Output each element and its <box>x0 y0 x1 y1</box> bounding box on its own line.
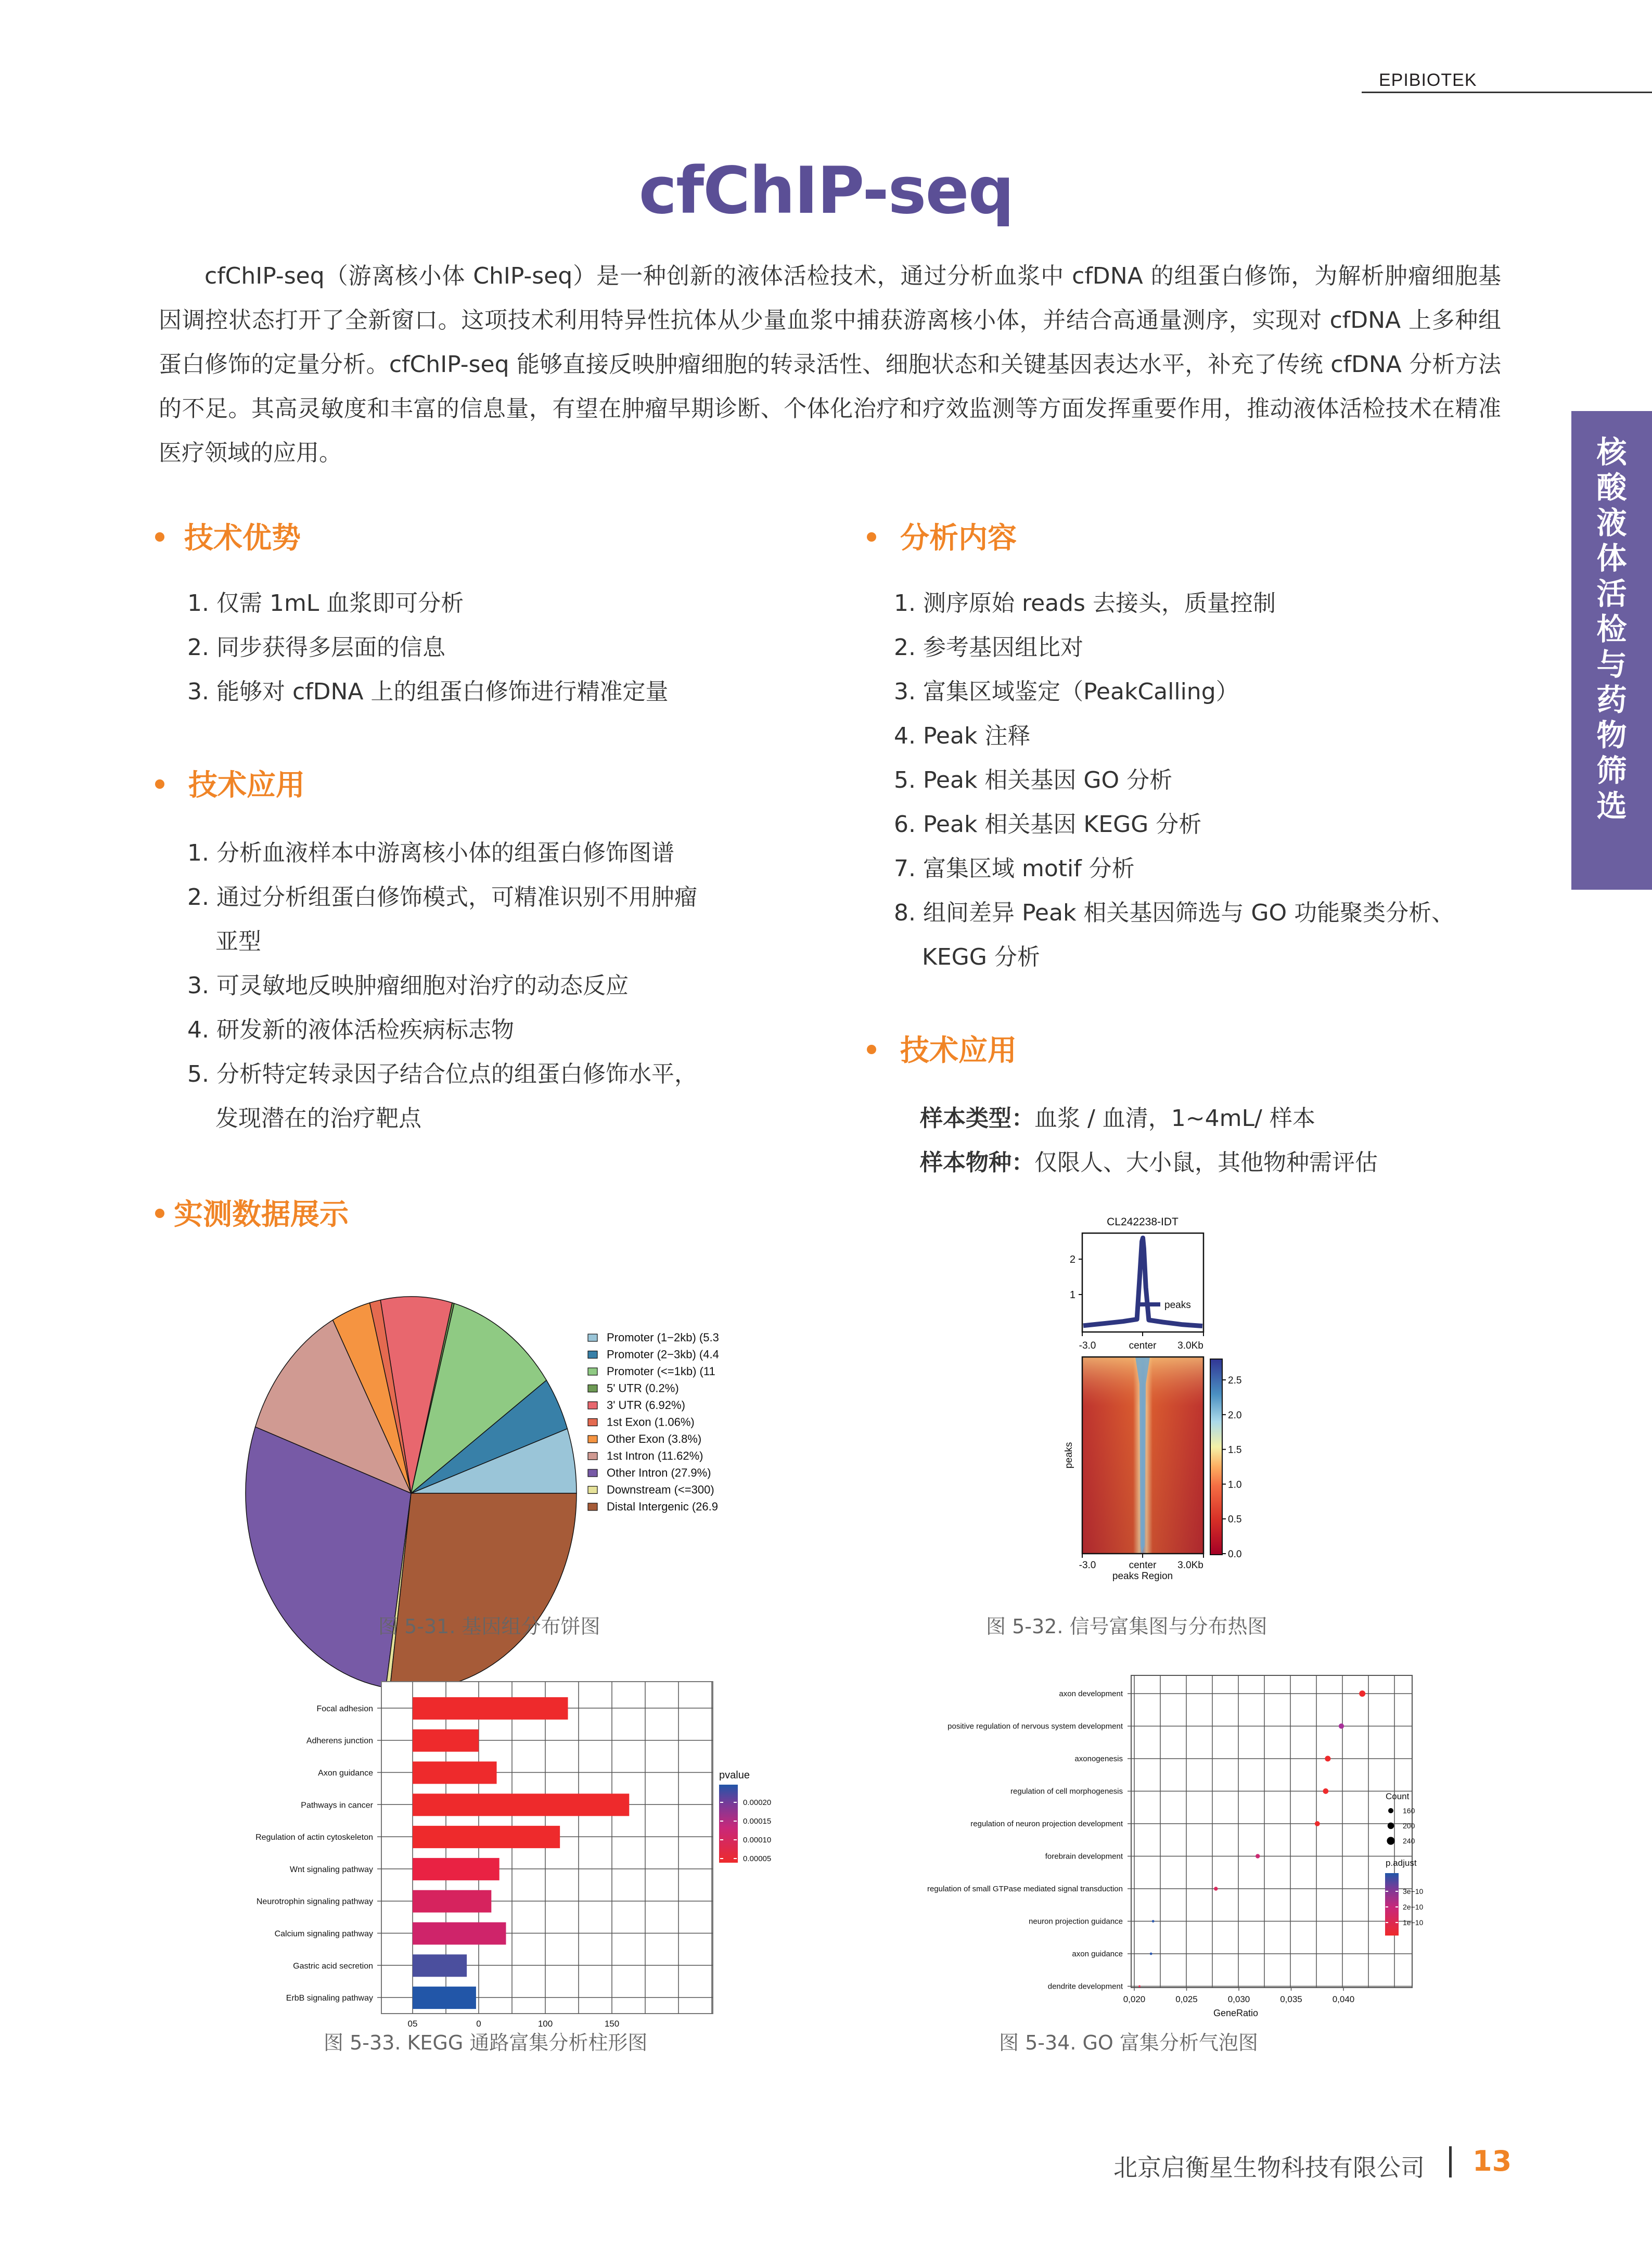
figure-caption-5-32: 图 5-32. 信号富集图与分布热图 <box>986 1615 1267 1638</box>
side-tab-char: 药 <box>1596 682 1627 718</box>
go-bubble <box>1323 1788 1329 1794</box>
header-divider <box>1362 92 1652 93</box>
kegg-bar <box>413 1858 500 1880</box>
legend-swatch <box>588 1487 597 1494</box>
legend-label: 1st Intron (11.62%) <box>607 1449 703 1463</box>
side-tab-char: 选 <box>1596 788 1627 824</box>
go-x-tick-label: 0,035 <box>1280 1994 1302 2004</box>
profile-x-tick-label: 3.0Kb <box>1177 1340 1203 1351</box>
profile-legend-label: peaks <box>1164 1300 1191 1311</box>
profile-x-tick-label: center <box>1129 1340 1157 1351</box>
figure-caption-5-34: 图 5-34. GO 富集分析气泡图 <box>999 2031 1258 2054</box>
section-heading-applications <box>155 762 305 804</box>
advantages-list <box>187 581 669 714</box>
legend-label: Other Intron (27.9%) <box>607 1466 711 1479</box>
legend-swatch <box>588 1402 597 1409</box>
kegg-bar <box>413 1890 491 1913</box>
color-legend-label: 2e−10 <box>1403 1903 1424 1911</box>
go-bubble <box>1138 1985 1141 1988</box>
kegg-category-label: ErbB signaling pathway <box>286 1994 373 2003</box>
kegg-x-tick-label: 100 <box>537 2019 553 2029</box>
sample-species-value: 仅限人、大小鼠，其他物种需评估 <box>1034 1149 1378 1176</box>
heatmap-x-label: peaks Region <box>1112 1571 1173 1582</box>
go-term-label: axonogenesis <box>1074 1754 1123 1763</box>
legend-swatch <box>588 1419 597 1426</box>
go-term-label: dendrite development <box>1047 1982 1123 1991</box>
kegg-category-label: Neurotrophin signaling pathway <box>256 1897 373 1906</box>
colorbar-tick-label: 1.0 <box>1228 1479 1242 1491</box>
legend-swatch <box>588 1368 597 1375</box>
list-item: 3. 富集区域鉴定（PeakCalling） <box>894 678 1239 705</box>
kegg-category-label: Calcium signaling pathway <box>274 1929 373 1939</box>
sample-type-label: 样本类型： <box>920 1105 1034 1132</box>
kegg-bar <box>413 1923 506 1945</box>
kegg-legend-tick-label: 0.00005 <box>743 1854 772 1863</box>
list-item-continuation: 发现潜在的治疗靶点 <box>215 1105 421 1132</box>
profile-title: CL242238-IDT <box>1107 1216 1179 1228</box>
kegg-legend-tick-label: 0.00010 <box>743 1836 772 1844</box>
colorbar-tick-label: 0.5 <box>1228 1514 1242 1526</box>
section-heading-text: 技术应用 <box>188 768 305 802</box>
section-heading-text: 实测数据展示 <box>174 1198 349 1232</box>
go-x-tick-label: 0,030 <box>1227 1994 1250 2004</box>
kegg-bar <box>413 1697 568 1720</box>
heatmap-x-tick-label: -3.0 <box>1079 1560 1096 1571</box>
list-item: 3. 能够对 cfDNA 上的组蛋白修饰进行精准定量 <box>187 678 669 705</box>
footer-divider <box>1449 2146 1452 2177</box>
section-heading-text: 技术应用 <box>900 1034 1017 1068</box>
legend-swatch <box>588 1334 597 1341</box>
kegg-bar <box>413 1729 479 1752</box>
bullet-dot-icon <box>867 532 876 542</box>
go-term-label: regulation of neuron projection development <box>970 1820 1123 1828</box>
colorbar-tick-label: 2.0 <box>1228 1410 1242 1421</box>
go-size-legend-title: Count <box>1386 1791 1410 1801</box>
go-term-label: forebrain development <box>1045 1852 1123 1861</box>
go-bubble <box>1325 1756 1330 1761</box>
color-legend-label: 3e−10 <box>1403 1887 1424 1895</box>
legend-label: Promoter (1−2kb) (5.3 <box>607 1331 719 1344</box>
kegg-bar <box>413 1826 560 1848</box>
heatmap-x-ticks <box>1079 1554 1203 1571</box>
list-item: 3. 可灵敏地反映肿瘤细胞对治疗的动态反应 <box>187 972 629 999</box>
kegg-bar <box>413 1762 497 1784</box>
list-item: 2. 参考基因组比对 <box>894 634 1083 661</box>
figure-caption-5-33: 图 5-33. KEGG 通路富集分析柱形图 <box>324 2031 648 2054</box>
go-bubble <box>1150 1953 1152 1955</box>
legend-swatch <box>588 1469 597 1477</box>
list-item: 1. 仅需 1mL 血浆即可分析 <box>187 590 464 617</box>
go-term-label: axon guidance <box>1072 1950 1123 1958</box>
list-item: 5. 分析特定转录因子结合位点的组蛋白修饰水平， <box>187 1061 697 1087</box>
sample-info <box>920 1096 1378 1185</box>
side-tab-char: 核 <box>1596 434 1627 470</box>
side-tab-char: 酸 <box>1596 470 1627 505</box>
list-item: 4. Peak 注释 <box>894 723 1031 749</box>
go-x-label: GeneRatio <box>1213 2008 1259 2018</box>
go-plot-panel <box>1131 1675 1412 1988</box>
side-tab-char: 检 <box>1596 611 1627 647</box>
go-term-label: positive regulation of nervous system development <box>947 1722 1123 1731</box>
sample-species-row <box>920 1141 1378 1185</box>
go-color-legend-colorbar <box>1385 1873 1399 1936</box>
size-legend-label: 200 <box>1403 1822 1415 1830</box>
page-number: 13 <box>1472 2145 1512 2177</box>
kegg-bar-chart <box>187 1655 833 2029</box>
section-heading-analysis <box>867 515 1017 557</box>
go-term-label: axon development <box>1059 1689 1123 1698</box>
sample-species-label: 样本物种： <box>920 1149 1034 1176</box>
legend-swatch <box>588 1503 597 1510</box>
kegg-category-label: Axon guidance <box>318 1769 373 1778</box>
kegg-category-label: Focal adhesion <box>316 1704 373 1713</box>
sample-type-row <box>920 1096 1378 1141</box>
legend-label: 1st Exon (1.06%) <box>607 1415 695 1429</box>
go-color-legend-title: p.adjust <box>1386 1858 1417 1868</box>
go-x-tick-label: 0,040 <box>1332 1994 1355 2004</box>
section-heading-data <box>155 1192 349 1233</box>
legend-label: 5' UTR (0.2%) <box>607 1381 679 1395</box>
kegg-legend-tick-label: 0.00020 <box>743 1798 772 1807</box>
go-x-tick-label: 0,025 <box>1175 1994 1198 2004</box>
list-item-continuation: 亚型 <box>215 928 261 955</box>
section-heading-text: 分析内容 <box>900 521 1017 555</box>
side-tab <box>1571 411 1652 890</box>
side-tab-char: 活 <box>1596 576 1627 611</box>
list-item: 6. Peak 相关基因 KEGG 分析 <box>894 811 1202 838</box>
size-legend-dot <box>1387 1837 1394 1844</box>
bullet-dot-icon <box>155 1209 164 1218</box>
side-tab-char: 液 <box>1596 505 1627 541</box>
side-tab-char: 物 <box>1596 718 1627 753</box>
go-term-label: neuron projection guidance <box>1029 1917 1123 1926</box>
legend-label: Distal Intergenic (26.9 <box>607 1500 718 1513</box>
size-legend-dot <box>1388 1808 1393 1813</box>
go-bubble <box>1359 1690 1365 1697</box>
brand-name: EPIBIOTEK <box>1379 70 1477 90</box>
side-tab-char: 体 <box>1596 541 1627 576</box>
bullet-dot-icon <box>155 532 164 542</box>
colorbar-tick-label: 0.0 <box>1228 1549 1242 1560</box>
list-item: 2. 同步获得多层面的信息 <box>187 634 445 661</box>
kegg-x-tick-label: 150 <box>604 2019 620 2029</box>
heatmap-y-label: peaks <box>1064 1442 1074 1469</box>
list-item: 7. 富集区域 motif 分析 <box>894 855 1135 882</box>
legend-label: 3' UTR (6.92%) <box>607 1399 685 1412</box>
profile-y-ticks <box>1070 1254 1082 1301</box>
go-bubble <box>1339 1723 1344 1728</box>
kegg-category-label: Pathways in cancer <box>301 1801 373 1810</box>
legend-label: Other Exon (3.8%) <box>607 1432 702 1445</box>
pie-chart <box>229 1259 749 1603</box>
list-item: 8. 组间差异 Peak 相关基因筛选与 GO 功能聚类分析、 <box>894 900 1455 926</box>
color-legend-label: 1e−10 <box>1403 1918 1424 1927</box>
side-tab-char: 筛 <box>1596 753 1627 788</box>
kegg-category-label: Wnt signaling pathway <box>289 1865 373 1874</box>
bullet-dot-icon <box>867 1045 876 1054</box>
profile-heatmap-chart <box>1035 1212 1259 1587</box>
kegg-legend-title: pvalue <box>719 1770 750 1781</box>
go-bubble <box>1315 1821 1320 1826</box>
heatmap-x-tick-label: 3.0Kb <box>1177 1560 1203 1571</box>
section-heading-application2 <box>867 1028 1017 1069</box>
page-title: cfChIP-seq <box>638 153 1014 228</box>
size-legend-dot <box>1388 1823 1394 1829</box>
list-item: 5. Peak 相关基因 GO 分析 <box>894 767 1173 793</box>
profile-x-ticks <box>1079 1332 1203 1351</box>
list-item: 1. 测序原始 reads 去接头，质量控制 <box>894 590 1276 617</box>
go-term-label: regulation of cell morphogenesis <box>1010 1787 1123 1796</box>
size-legend-label: 160 <box>1403 1807 1415 1815</box>
legend-label: Promoter (<=1kb) (11 <box>607 1365 715 1378</box>
list-item: 2. 通过分析组蛋白修饰模式，可精准识别不用肿瘤 <box>187 884 697 911</box>
figure-caption-5-31: 图 5-31. 基因组分布饼图 <box>378 1615 600 1638</box>
sample-type-value: 血浆 / 血清，1~4mL/ 样本 <box>1034 1105 1315 1132</box>
go-bubble <box>1152 1920 1155 1923</box>
legend-label: Promoter (2−3kb) (4.4 <box>607 1348 719 1361</box>
kegg-bar <box>413 1954 467 1977</box>
go-bubble <box>1214 1887 1218 1891</box>
legend-swatch <box>588 1351 597 1359</box>
go-x-tick-label: 0,020 <box>1123 1994 1146 2004</box>
kegg-legend-colorbar <box>719 1785 738 1863</box>
kegg-category-label: Regulation of actin cytoskeleton <box>255 1833 373 1842</box>
list-item: 4. 研发新的液体活检疾病标志物 <box>187 1017 514 1043</box>
heatmap-colorbar <box>1210 1359 1222 1555</box>
legend-label: Downstream (<=300) <box>607 1483 714 1496</box>
list-item-continuation: KEGG 分析 <box>922 944 1040 970</box>
list-item: 1. 分析血液样本中游离核小体的组蛋白修饰图谱 <box>187 840 674 866</box>
side-tab-label <box>1571 434 1652 824</box>
legend-swatch <box>588 1385 597 1392</box>
kegg-category-label: Gastric acid secretion <box>293 1962 373 1971</box>
go-bubble <box>1256 1854 1260 1858</box>
analysis-list <box>894 581 1454 979</box>
profile-x-tick-label: -3.0 <box>1079 1340 1096 1351</box>
colorbar-ticks <box>1222 1375 1241 1560</box>
bullet-dot-icon <box>155 779 164 789</box>
profile-y-tick-label: 2 <box>1069 1254 1075 1265</box>
footer-company: 北京启衡星生物科技有限公司 <box>1113 2154 1425 2182</box>
kegg-bar <box>413 1987 476 2009</box>
go-term-label: regulation of small GTPase mediated signal transduction <box>927 1885 1123 1893</box>
kegg-x-tick-label: 0 <box>476 2019 481 2029</box>
intro-paragraph: cfChIP-seq（游离核小体 ChIP-seq）是一种创新的液体活检技术，通过分析血浆中 cfDNA 的组蛋白修饰，为解析肿瘤细胞基因调控状态打开了全新窗口。这项技术利用特异性抗体从少量血浆中捕获游离核小体，并结合高通量测序，实现对 cfDNA 上多种组蛋白修饰的定量分析。cfChIP-seq 能够直接反映肿瘤细胞的转录活性、细胞状态和关键基因表达水平，补充了传统 cfDNA 分析方法的不足。其高灵敏度和丰富的信息量，有望在肿瘤早期诊断、个体化治疗和疗效监测等方面发挥重要作用，推动液体活检技术在精准医疗领域的应用。 <box>159 263 1501 466</box>
legend-swatch <box>588 1453 597 1460</box>
colorbar-tick-label: 2.5 <box>1228 1375 1242 1387</box>
section-heading-text: 技术优势 <box>184 521 301 555</box>
kegg-bar <box>413 1793 629 1816</box>
kegg-x-tick-label: 05 <box>407 2019 418 2029</box>
legend-swatch <box>588 1436 597 1443</box>
profile-y-tick-label: 1 <box>1069 1289 1075 1301</box>
section-heading-advantages <box>155 515 301 557</box>
colorbar-tick-label: 1.5 <box>1228 1444 1242 1456</box>
side-tab-char: 与 <box>1596 647 1627 682</box>
heatmap-x-tick-label: center <box>1129 1560 1157 1571</box>
go-bubble-chart <box>833 1655 1436 2019</box>
applications-list <box>187 831 697 1141</box>
kegg-legend-tick-label: 0.00015 <box>743 1817 772 1826</box>
kegg-category-label: Adherens junction <box>306 1736 373 1746</box>
size-legend-label: 240 <box>1403 1837 1415 1845</box>
